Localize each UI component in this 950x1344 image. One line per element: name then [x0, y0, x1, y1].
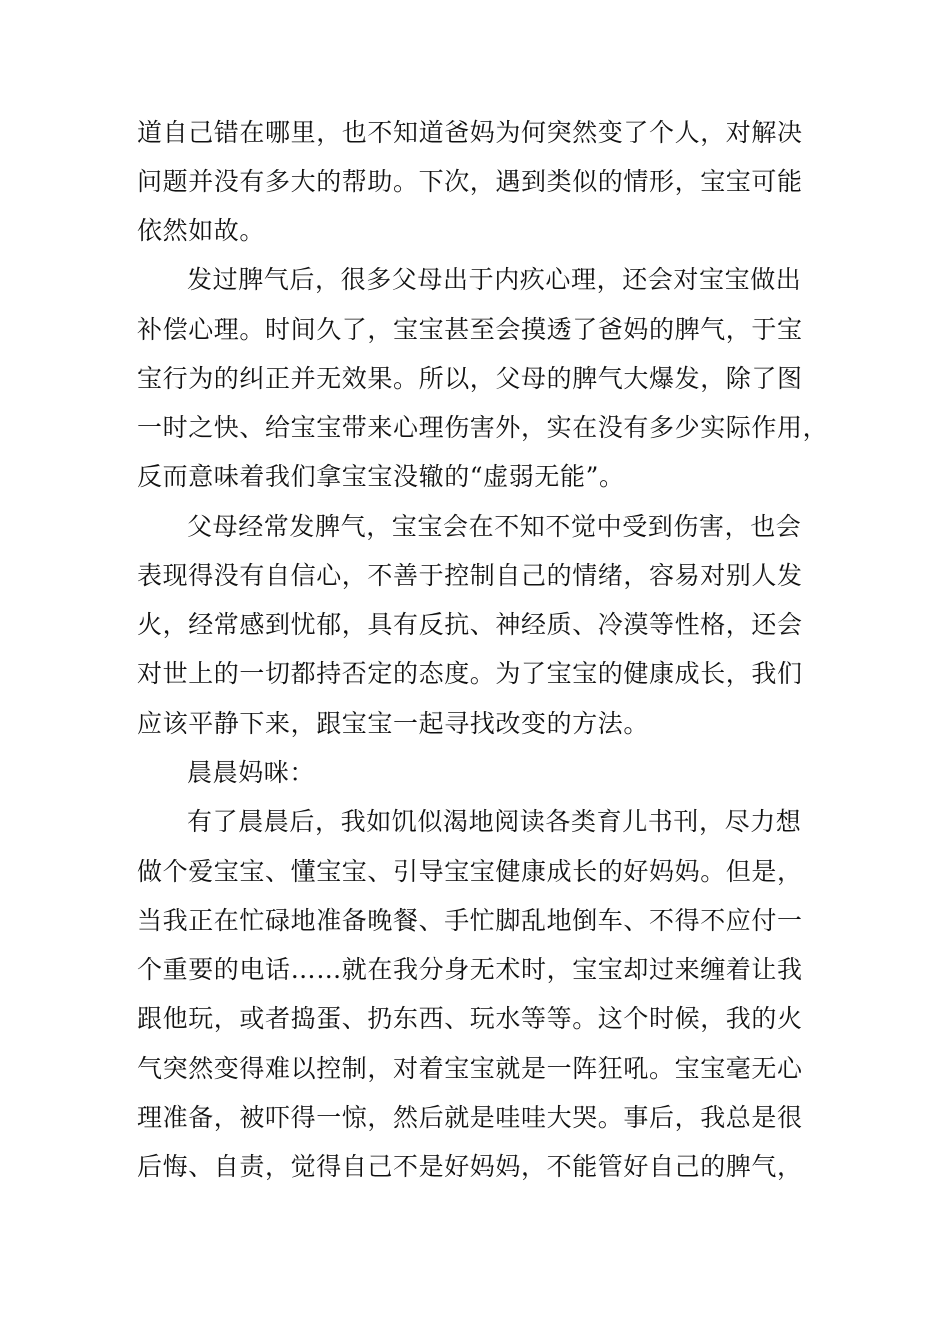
text-line: 一时之快、给宝宝带来心理伤害外，实在没有多少实际作用，	[137, 413, 829, 442]
paragraph-start-line: 父母经常发脾气，宝宝会在不知不觉中受到伤害，也会	[187, 512, 802, 541]
text-line: 后悔、自责，觉得自己不是好妈妈，不能管好自己的脾气，	[137, 1152, 803, 1181]
text-line: 当我正在忙碌地准备晚餐、手忙脚乱地倒车、不得不应付一	[137, 906, 803, 935]
text-line: 问题并没有多大的帮助。下次，遇到类似的情形，宝宝可能	[137, 167, 803, 196]
text-line: 火，经常感到忧郁，具有反抗、神经质、冷漠等性格，还会	[137, 610, 803, 639]
text-line: 气突然变得难以控制，对着宝宝就是一阵狂吼。宝宝毫无心	[137, 1054, 803, 1083]
text-line: 个重要的电话……就在我分身无术时，宝宝却过来缠着让我	[137, 955, 803, 984]
text-line: 理准备，被吓得一惊，然后就是哇哇大哭。事后，我总是很	[137, 1103, 803, 1132]
text-line: 宝行为的纠正并无效果。所以，父母的脾气大爆发，除了图	[137, 364, 803, 393]
text-line: 反而意味着我们拿宝宝没辙的“虚弱无能”。	[137, 462, 625, 491]
paragraph-start-line: 发过脾气后，很多父母出于内疚心理，还会对宝宝做出	[187, 265, 802, 294]
text-line: 补偿心理。时间久了，宝宝甚至会摸透了爸妈的脾气，于宝	[137, 315, 803, 344]
text-line: 表现得没有自信心，不善于控制自己的情绪，容易对别人发	[137, 561, 803, 590]
text-line: 道自己错在哪里，也不知道爸妈为何突然变了个人，对解决	[137, 118, 803, 147]
text-line: 依然如故。	[137, 216, 266, 245]
text-line: 做个爱宝宝、懂宝宝、引导宝宝健康成长的好妈妈。但是，	[137, 857, 803, 886]
paragraph-start-line: 有了晨晨后，我如饥似渴地阅读各类育儿书刊，尽力想	[187, 807, 802, 836]
text-line: 对世上的一切都持否定的态度。为了宝宝的健康成长，我们	[137, 659, 803, 688]
speaker-label: 晨晨妈咪：	[187, 758, 316, 787]
text-line: 跟他玩，或者捣蛋、扔东西、玩水等等。这个时候，我的火	[137, 1004, 803, 1033]
text-line: 应该平静下来，跟宝宝一起寻找改变的方法。	[137, 709, 650, 738]
